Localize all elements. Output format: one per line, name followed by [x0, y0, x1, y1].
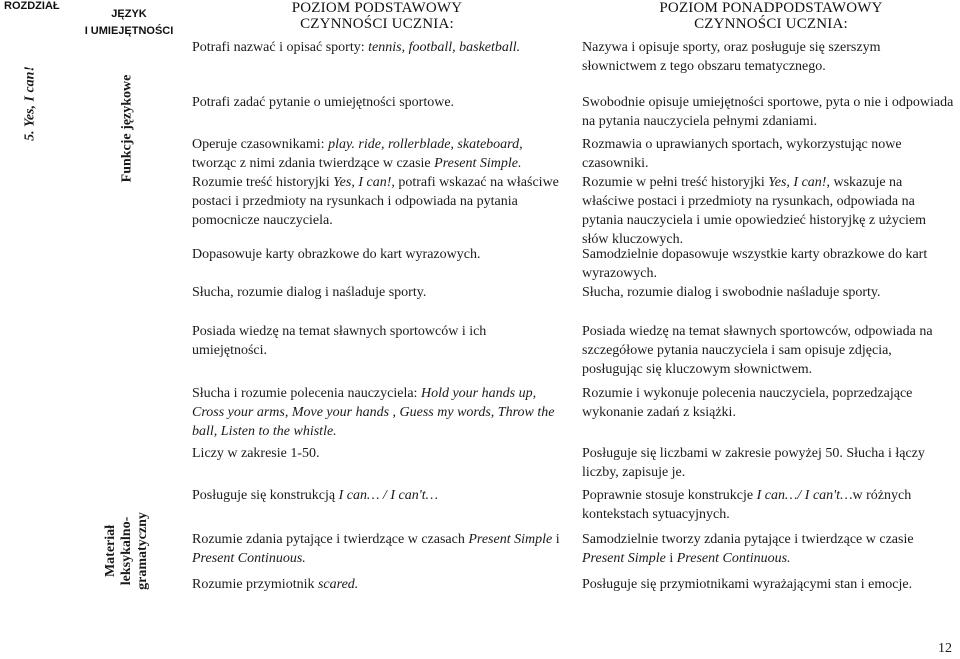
- italic-term: Present Continuous.: [192, 551, 306, 566]
- text-fragment: Operuje czasownikami:: [192, 137, 329, 152]
- text-fragment: Słucha, rozumie dialog i swobodnie naśladuje sporty.: [582, 285, 881, 300]
- basic-level-item: [192, 575, 562, 594]
- header-rozdzial: ROZDZIAŁ: [4, 0, 60, 12]
- text-fragment: Posługuje się liczbami w zakresie powyżej 50. Słucha i łączy liczby, zapisuje je.: [582, 446, 925, 480]
- section-material-leksykalno-gramatyczny: [103, 496, 151, 606]
- text-fragment: Samodzielnie tworzy zdania pytające i twierdzące w czasie: [582, 532, 914, 547]
- text-fragment: Swobodnie opisuje umiejętności sportowe, pyta o nie i odpowiada na pytania nauczyciela pełnymi zdaniami.: [582, 95, 954, 129]
- text-fragment: Posiada wiedzę na temat sławnych sportowców, odpowiada na szczegółowe pytania nauczyciela i sam opisuje zdjęcia, posługując się kluczowym słownictwem.: [582, 324, 933, 377]
- text-fragment: Potrafi zadać pytanie o umiejętności sportowe.: [192, 95, 455, 110]
- italic-term: Present Simple.: [434, 156, 522, 171]
- italic-term: Hold your hands up, Cross your arms, Move your hands , Guess my words, Throw the ball, Listen to the whistle.: [192, 386, 555, 439]
- italic-term: I can…/ I can't…: [756, 488, 853, 503]
- italic-term: tennis, football, basketball.: [368, 40, 521, 55]
- header-ponad-line1: POZIOM PONADPODSTAWOWY: [659, 0, 883, 16]
- advanced-level-item: [582, 173, 954, 249]
- text-fragment: Posługuje się przymiotnikami wyrażającymi stan i emocje.: [582, 577, 913, 592]
- header-ponad-line2: CZYNNOŚCI UCZNIA:: [694, 16, 848, 32]
- text-fragment: Posiada wiedzę na temat sławnych sportowców i ich umiejętności.: [192, 324, 487, 358]
- advanced-level-item: [582, 93, 954, 131]
- text-fragment: , wskazuje na właściwe postaci i przedmioty na rysunkach, odpowiada na pytania nauczyciela i umie opowiedzieć historyjkę z użyciem słów kluczowych.: [582, 175, 927, 247]
- advanced-level-item: [582, 245, 954, 283]
- basic-level-item: [192, 93, 562, 112]
- basic-level-item: [192, 384, 562, 441]
- basic-level-item: [192, 135, 562, 173]
- text-fragment: w różnych kontekstach sytuacyjnych.: [582, 488, 912, 522]
- header-poziom-podstawowy: [192, 0, 562, 32]
- header-podstawowy-line1: POZIOM PODSTAWOWY: [291, 0, 463, 16]
- advanced-level-item: [582, 135, 954, 173]
- text-fragment: tworząc z nimi zdania twierdzące w czasie: [192, 156, 435, 171]
- text-fragment: Rozumie przymiotnik: [192, 577, 318, 592]
- basic-level-item: [192, 173, 562, 230]
- text-fragment: Słucha i rozumie polecenia nauczyciela:: [192, 386, 421, 401]
- advanced-level-item: [582, 384, 954, 422]
- basic-level-item: [192, 530, 562, 568]
- header-jezyk-line1: JĘZYK: [111, 8, 147, 20]
- basic-level-item: [192, 322, 562, 360]
- section-funkcje-jezykowe: Funkcje językowe: [119, 74, 135, 183]
- basic-level-item: [192, 38, 562, 57]
- text-fragment: Samodzielnie dopasowuje wszystkie karty obrazkowe do kart wyrazowych.: [582, 247, 928, 281]
- text-fragment: Liczy w zakresie 1-50.: [192, 446, 320, 461]
- text-fragment: Nazywa i opisuje sporty, oraz posługuje się szerszym słownictwem z tego obszaru tematycznego.: [582, 40, 881, 74]
- advanced-level-item: [582, 575, 954, 594]
- italic-term: Yes, I can!: [333, 175, 392, 190]
- section-material-line2: leksykalno-: [119, 516, 134, 586]
- chapter-label: 5. Yes, I can!: [22, 66, 38, 141]
- basic-level-item: [192, 283, 562, 302]
- italic-term: Present Continuous.: [676, 551, 791, 566]
- italic-term: scared.: [317, 577, 359, 592]
- header-jezyk-line2: I UMIEJĘTNOŚCI: [84, 25, 174, 37]
- page-number: 12: [938, 641, 952, 656]
- advanced-level-item: [582, 444, 954, 482]
- italic-term: Present Simple: [468, 532, 553, 547]
- italic-term: play. ride, rollerblade, skateboard,: [328, 137, 523, 152]
- text-fragment: Potrafi nazwać i opisać sporty:: [192, 40, 369, 55]
- text-fragment: Rozmawia o uprawianych sportach, wykorzystując nowe czasowniki.: [582, 137, 902, 171]
- text-fragment: Poprawnie stosuje konstrukcje: [582, 488, 757, 503]
- section-material-line1: Materiał: [103, 524, 118, 578]
- basic-level-item: [192, 486, 562, 505]
- italic-term: I can… / I can't…: [338, 488, 439, 503]
- header-jezyk: [74, 6, 184, 40]
- text-fragment: Rozumie i wykonuje polecenia nauczyciela, poprzedzające wykonanie zadań z książki.: [582, 386, 913, 420]
- header-podstawowy-line2: CZYNNOŚCI UCZNIA:: [300, 16, 454, 32]
- basic-level-item: [192, 444, 562, 463]
- advanced-level-item: [582, 486, 954, 524]
- section-material-line3: gramatyczny: [135, 512, 150, 590]
- text-fragment: Dopasowuje karty obrazkowe do kart wyrazowych.: [192, 247, 481, 262]
- header-poziom-ponadpodstawowy: [590, 0, 952, 32]
- advanced-level-item: [582, 322, 954, 379]
- italic-term: Present Simple: [582, 551, 666, 566]
- basic-level-item: [192, 245, 562, 264]
- italic-term: Yes, I can!: [768, 175, 827, 190]
- text-fragment: Rozumie treść historyjki: [192, 175, 334, 190]
- text-fragment: i: [552, 532, 560, 547]
- advanced-level-item: [582, 530, 954, 568]
- text-fragment: Rozumie zdania pytające i twierdzące w czasach: [192, 532, 469, 547]
- advanced-level-item: [582, 283, 954, 302]
- text-fragment: Słucha, rozumie dialog i naśladuje sporty.: [192, 285, 427, 300]
- text-fragment: Rozumie w pełni treść historyjki: [582, 175, 769, 190]
- text-fragment: , potrafi wskazać na właściwe postaci i przedmioty na rysunkach i odpowiada na pytania pomocnicze nauczyciela.: [192, 175, 559, 228]
- text-fragment: i: [665, 551, 677, 566]
- text-fragment: Posługuje się konstrukcją: [192, 488, 339, 503]
- advanced-level-item: [582, 38, 954, 76]
